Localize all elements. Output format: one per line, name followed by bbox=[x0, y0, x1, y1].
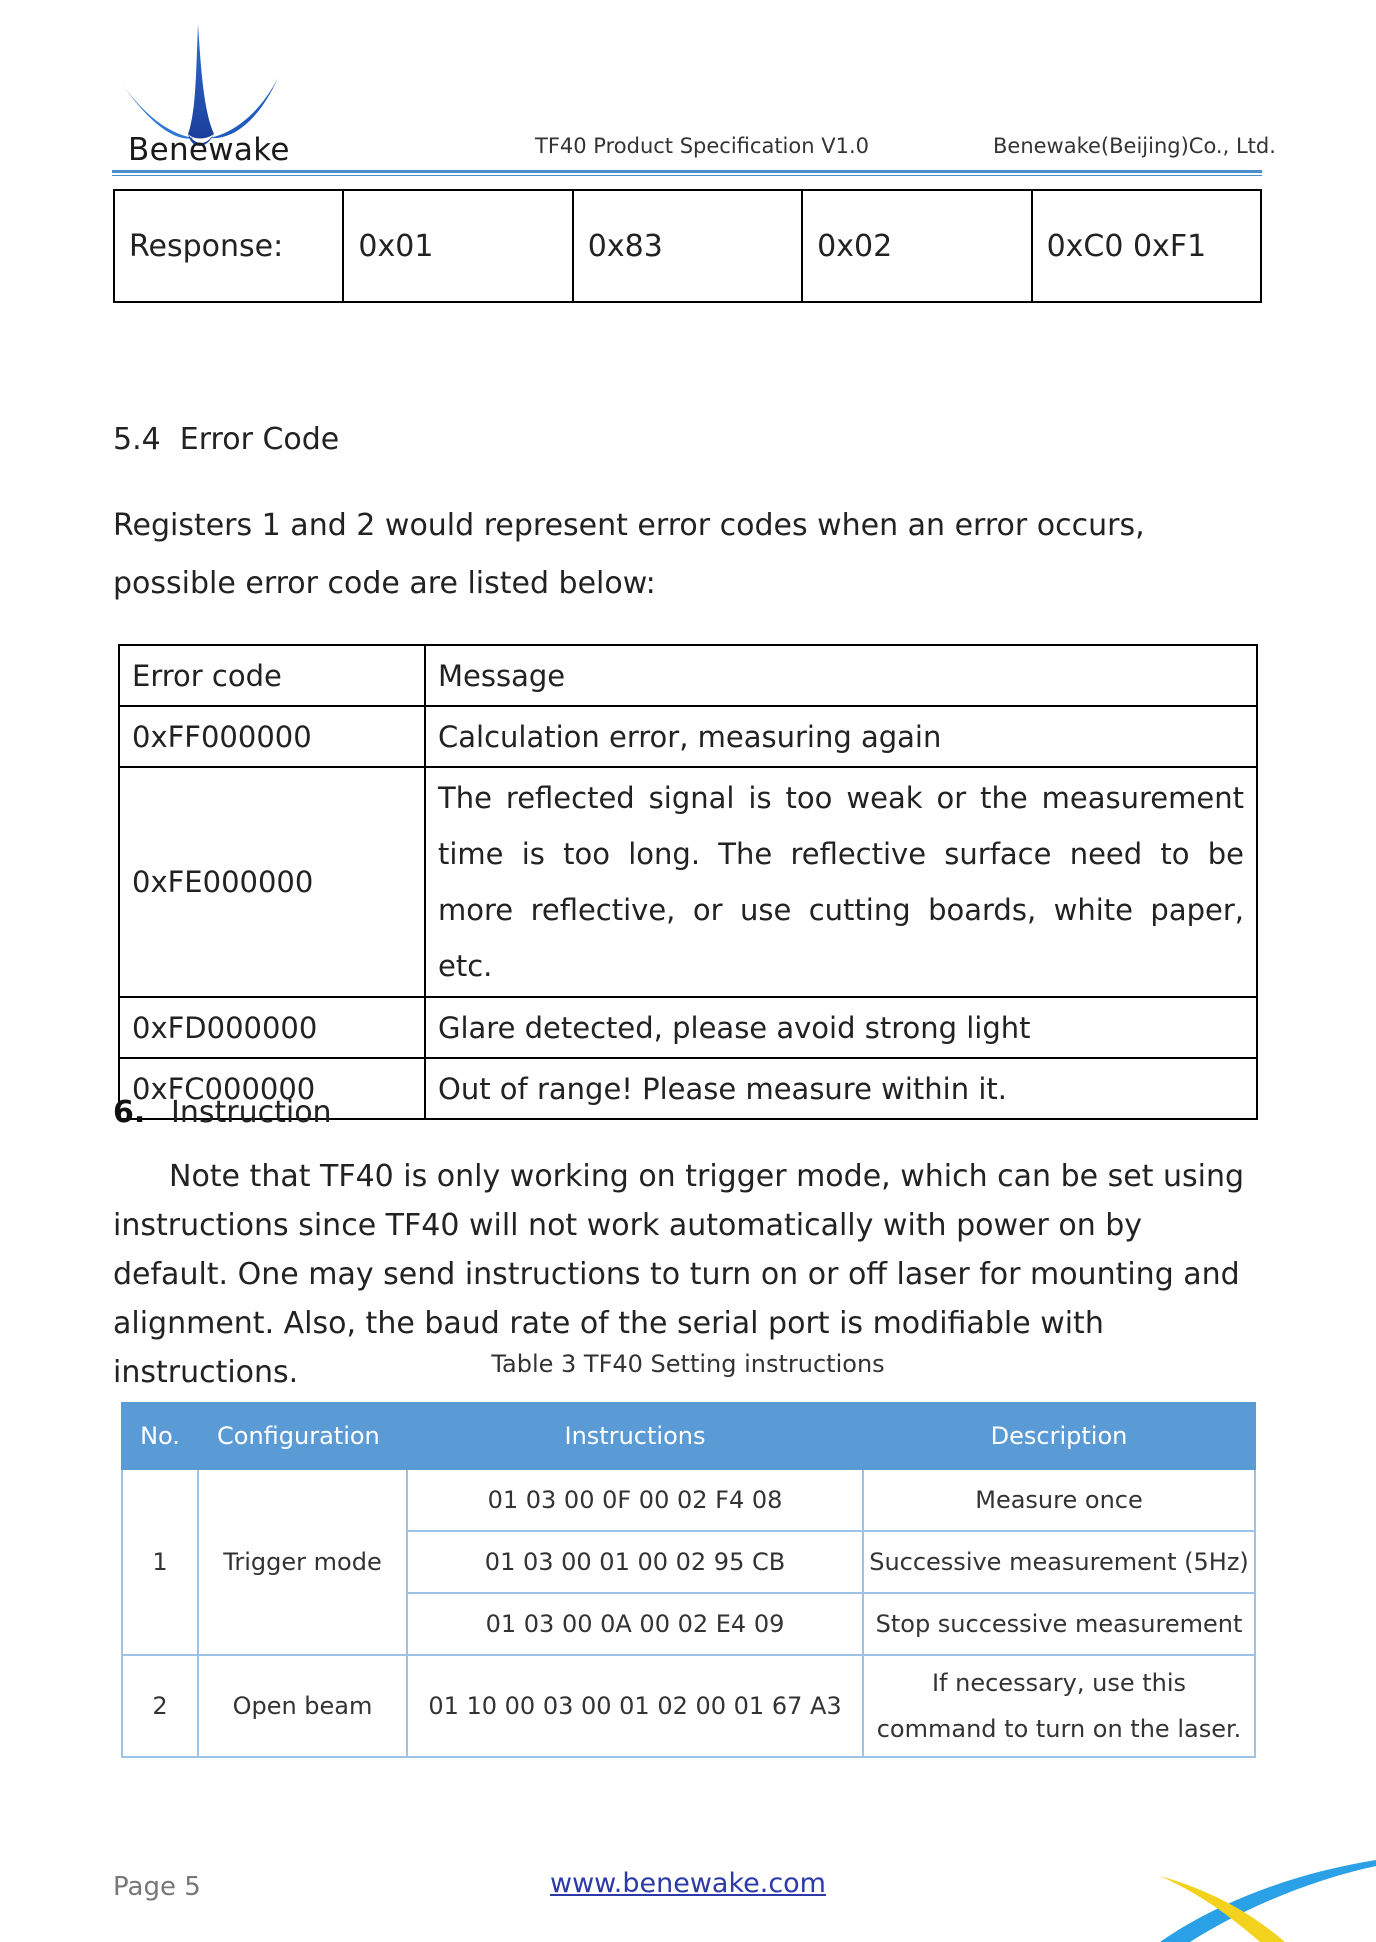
table-row bbox=[119, 706, 1257, 767]
instruction-paragraph-text: Note that TF40 is only working on trigger mode, which can be set using instructions since TF40 will not work automatically with power on by default. One may send instructions to turn on or off laser for mounting and alignment. Also, the baud rate of the serial port is modifiable with instructions. bbox=[113, 1159, 1245, 1390]
section-heading-error-code: 5.4 Error Code bbox=[113, 422, 340, 457]
column-header: Error code bbox=[119, 645, 425, 706]
error-message-cell: Calculation error, measuring again bbox=[425, 706, 1257, 767]
section-number: 6. bbox=[113, 1095, 146, 1130]
configuration-cell: Trigger mode bbox=[198, 1469, 407, 1655]
description-cell: Measure once bbox=[863, 1469, 1255, 1531]
table-row bbox=[119, 767, 1257, 997]
header-divider-thin bbox=[112, 175, 1262, 176]
error-message-cell: The reflected signal is too weak or the measurement time is too long. The reflective surface need to be more reflective, or use cutting boards, white paper, etc. bbox=[425, 767, 1257, 997]
footer-swoosh-icon bbox=[1070, 1860, 1376, 1942]
instruction-cell: 01 03 00 0A 00 02 E4 09 bbox=[407, 1593, 863, 1655]
section-heading-instruction: Instruction bbox=[171, 1095, 332, 1130]
error-intro-paragraph: Registers 1 and 2 would represent error codes when an error occurs, possible error code are listed below: bbox=[113, 508, 1145, 601]
table-row bbox=[114, 190, 1261, 302]
document-title: TF40 Product Specification V1.0 bbox=[535, 134, 869, 158]
error-code-cell: 0xFD000000 bbox=[119, 997, 425, 1058]
instruction-cell: 01 10 00 03 00 01 02 00 01 67 A3 bbox=[407, 1655, 863, 1757]
error-code-cell: 0xFF000000 bbox=[119, 706, 425, 767]
response-table bbox=[113, 189, 1262, 303]
instruction-cell: 01 03 00 01 00 02 95 CB bbox=[407, 1531, 863, 1593]
column-header: No. bbox=[122, 1403, 198, 1469]
table-row bbox=[119, 997, 1257, 1058]
table-header-row bbox=[122, 1403, 1255, 1469]
table-cell: 0x01 bbox=[343, 190, 572, 302]
website-link-text[interactable]: www.benewake.com bbox=[550, 1868, 826, 1899]
table-row bbox=[122, 1469, 1255, 1531]
table-cell: 0xC0 0xF1 bbox=[1032, 190, 1261, 302]
row-number-cell: 1 bbox=[122, 1469, 198, 1655]
description-cell: Successive measurement (5Hz) bbox=[863, 1531, 1255, 1593]
response-label-cell: Response: bbox=[114, 190, 343, 302]
page-number: Page 5 bbox=[113, 1872, 201, 1902]
error-message-cell: Out of range! Please measure within it. bbox=[425, 1058, 1257, 1119]
setting-instructions-table bbox=[121, 1402, 1256, 1758]
table-header-row bbox=[119, 645, 1257, 706]
instruction-cell: 01 03 00 0F 00 02 F4 08 bbox=[407, 1469, 863, 1531]
error-code-cell: 0xFC000000 bbox=[119, 1058, 425, 1119]
description-cell: If necessary, use this command to turn on the laser. bbox=[863, 1655, 1255, 1757]
error-code-table bbox=[118, 644, 1258, 1120]
configuration-cell: Open beam bbox=[198, 1655, 407, 1757]
row-number-cell: 2 bbox=[122, 1655, 198, 1757]
column-header: Description bbox=[863, 1403, 1255, 1469]
header-divider bbox=[112, 170, 1262, 173]
error-message-cell: Glare detected, please avoid strong light bbox=[425, 997, 1257, 1058]
column-header: Configuration bbox=[198, 1403, 407, 1469]
table-caption: Table 3 TF40 Setting instructions bbox=[491, 1350, 885, 1378]
logo-text: Benewake bbox=[128, 132, 290, 168]
column-header: Instructions bbox=[407, 1403, 863, 1469]
error-code-cell: 0xFE000000 bbox=[119, 767, 425, 997]
table-cell: 0x02 bbox=[802, 190, 1031, 302]
column-header: Message bbox=[425, 645, 1257, 706]
table-row bbox=[122, 1655, 1255, 1757]
description-cell: Stop successive measurement bbox=[863, 1593, 1255, 1655]
company-name: Benewake(Beijing)Co., Ltd. bbox=[993, 134, 1276, 158]
table-cell: 0x83 bbox=[573, 190, 802, 302]
